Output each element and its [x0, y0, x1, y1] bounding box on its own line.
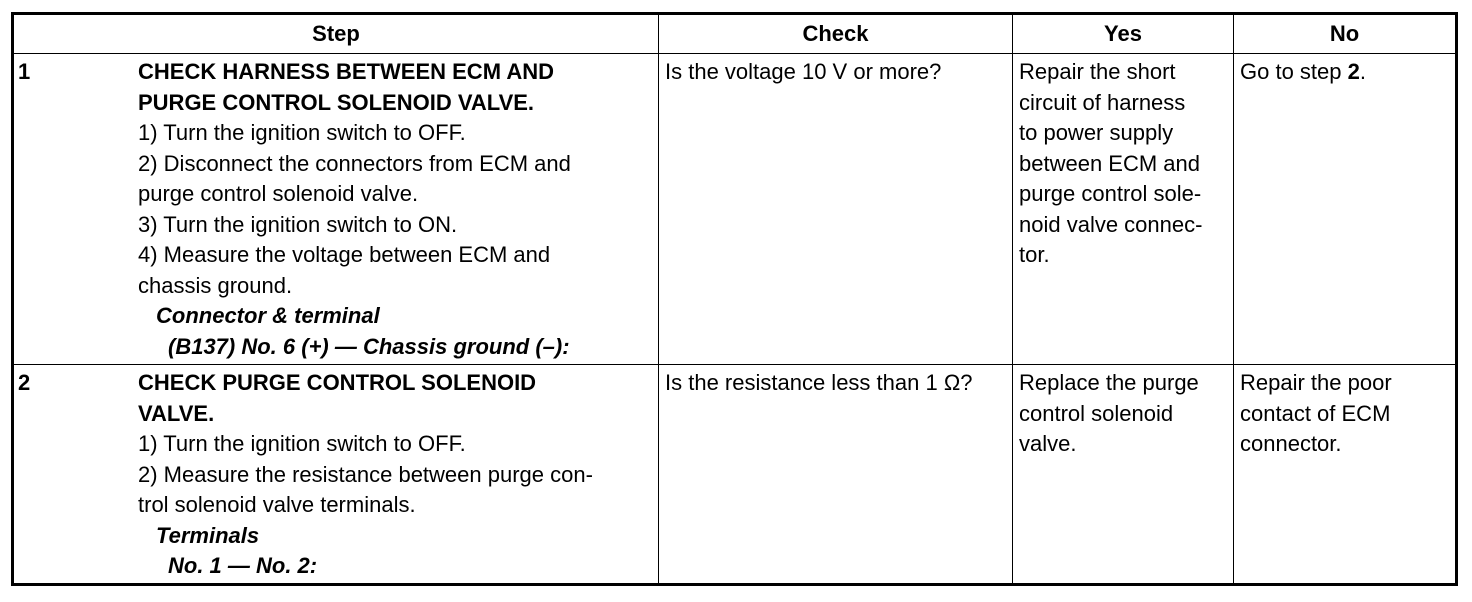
step-title: CHECK PURGE CONTROL SOLENOID	[138, 370, 537, 395]
no-line: Repair the poor	[1240, 370, 1392, 395]
sub-value: No. 1 — No. 2:	[168, 553, 318, 578]
step-title: PURGE CONTROL SOLENOID VALVE.	[138, 89, 535, 115]
step-cell	[13, 54, 659, 365]
no-line: contact of ECM	[1240, 400, 1391, 426]
instruction-line: 1) Turn the ignition switch to OFF.	[138, 120, 466, 145]
sub-heading: Connector & terminal	[156, 303, 380, 328]
step-title: CHECK HARNESS BETWEEN ECM AND	[138, 59, 554, 84]
instruction-line: 3) Turn the ignition switch to ON.	[138, 211, 458, 237]
step-number: 2	[18, 370, 31, 395]
header-row	[13, 14, 1457, 54]
header-yes: Yes	[1013, 14, 1234, 54]
header-check: Check	[659, 14, 1013, 54]
no-step-ref: 2	[1347, 59, 1360, 84]
no-suffix: .	[1359, 59, 1366, 84]
yes-line: tor.	[1019, 242, 1050, 267]
yes-line: Replace the purge	[1019, 370, 1199, 395]
instruction-line: 2) Measure the resistance between purge con-	[138, 461, 593, 487]
yes-line: control solenoid	[1019, 400, 1174, 426]
instruction-line: 2) Disconnect the connectors from ECM and	[138, 150, 571, 176]
yes-line: circuit of harness	[1019, 89, 1186, 115]
no-text	[1234, 54, 1455, 88]
no-prefix: Go to step	[1240, 59, 1348, 84]
header-step: Step	[13, 14, 659, 54]
yes-line: valve.	[1019, 431, 1077, 456]
yes-line: noid valve connec-	[1019, 211, 1203, 237]
instruction-line: 1) Turn the ignition switch to OFF.	[138, 431, 466, 456]
check-text: Is the resistance less than 1 Ω?	[665, 370, 973, 395]
yes-line: Repair the short	[1019, 59, 1176, 84]
header-no: No	[1234, 14, 1457, 54]
no-cell	[1234, 54, 1457, 365]
step-number: 1	[18, 59, 31, 84]
step-cell	[13, 365, 659, 585]
yes-line: to power supply	[1019, 120, 1174, 145]
check-cell	[659, 365, 1013, 585]
no-cell	[1234, 365, 1457, 585]
diagnostic-table	[11, 12, 1458, 586]
instruction-line: trol solenoid valve terminals.	[138, 492, 416, 517]
yes-cell	[1013, 54, 1234, 365]
sub-value: (B137) No. 6 (+) — Chassis ground (–):	[168, 333, 570, 359]
table-row	[13, 54, 1457, 365]
step-title: VALVE.	[138, 400, 215, 426]
table-row	[13, 365, 1457, 585]
yes-cell	[1013, 365, 1234, 585]
instruction-line: 4) Measure the voltage between ECM and	[138, 242, 551, 267]
yes-line: purge control sole-	[1019, 181, 1202, 206]
instruction-line: purge control solenoid valve.	[138, 181, 419, 206]
instruction-line: chassis ground.	[138, 272, 293, 298]
check-text: Is the voltage 10 V or more?	[665, 59, 942, 84]
yes-line: between ECM and	[1019, 150, 1200, 176]
sub-heading: Terminals	[156, 522, 260, 548]
no-line: connector.	[1240, 431, 1342, 456]
check-cell	[659, 54, 1013, 365]
